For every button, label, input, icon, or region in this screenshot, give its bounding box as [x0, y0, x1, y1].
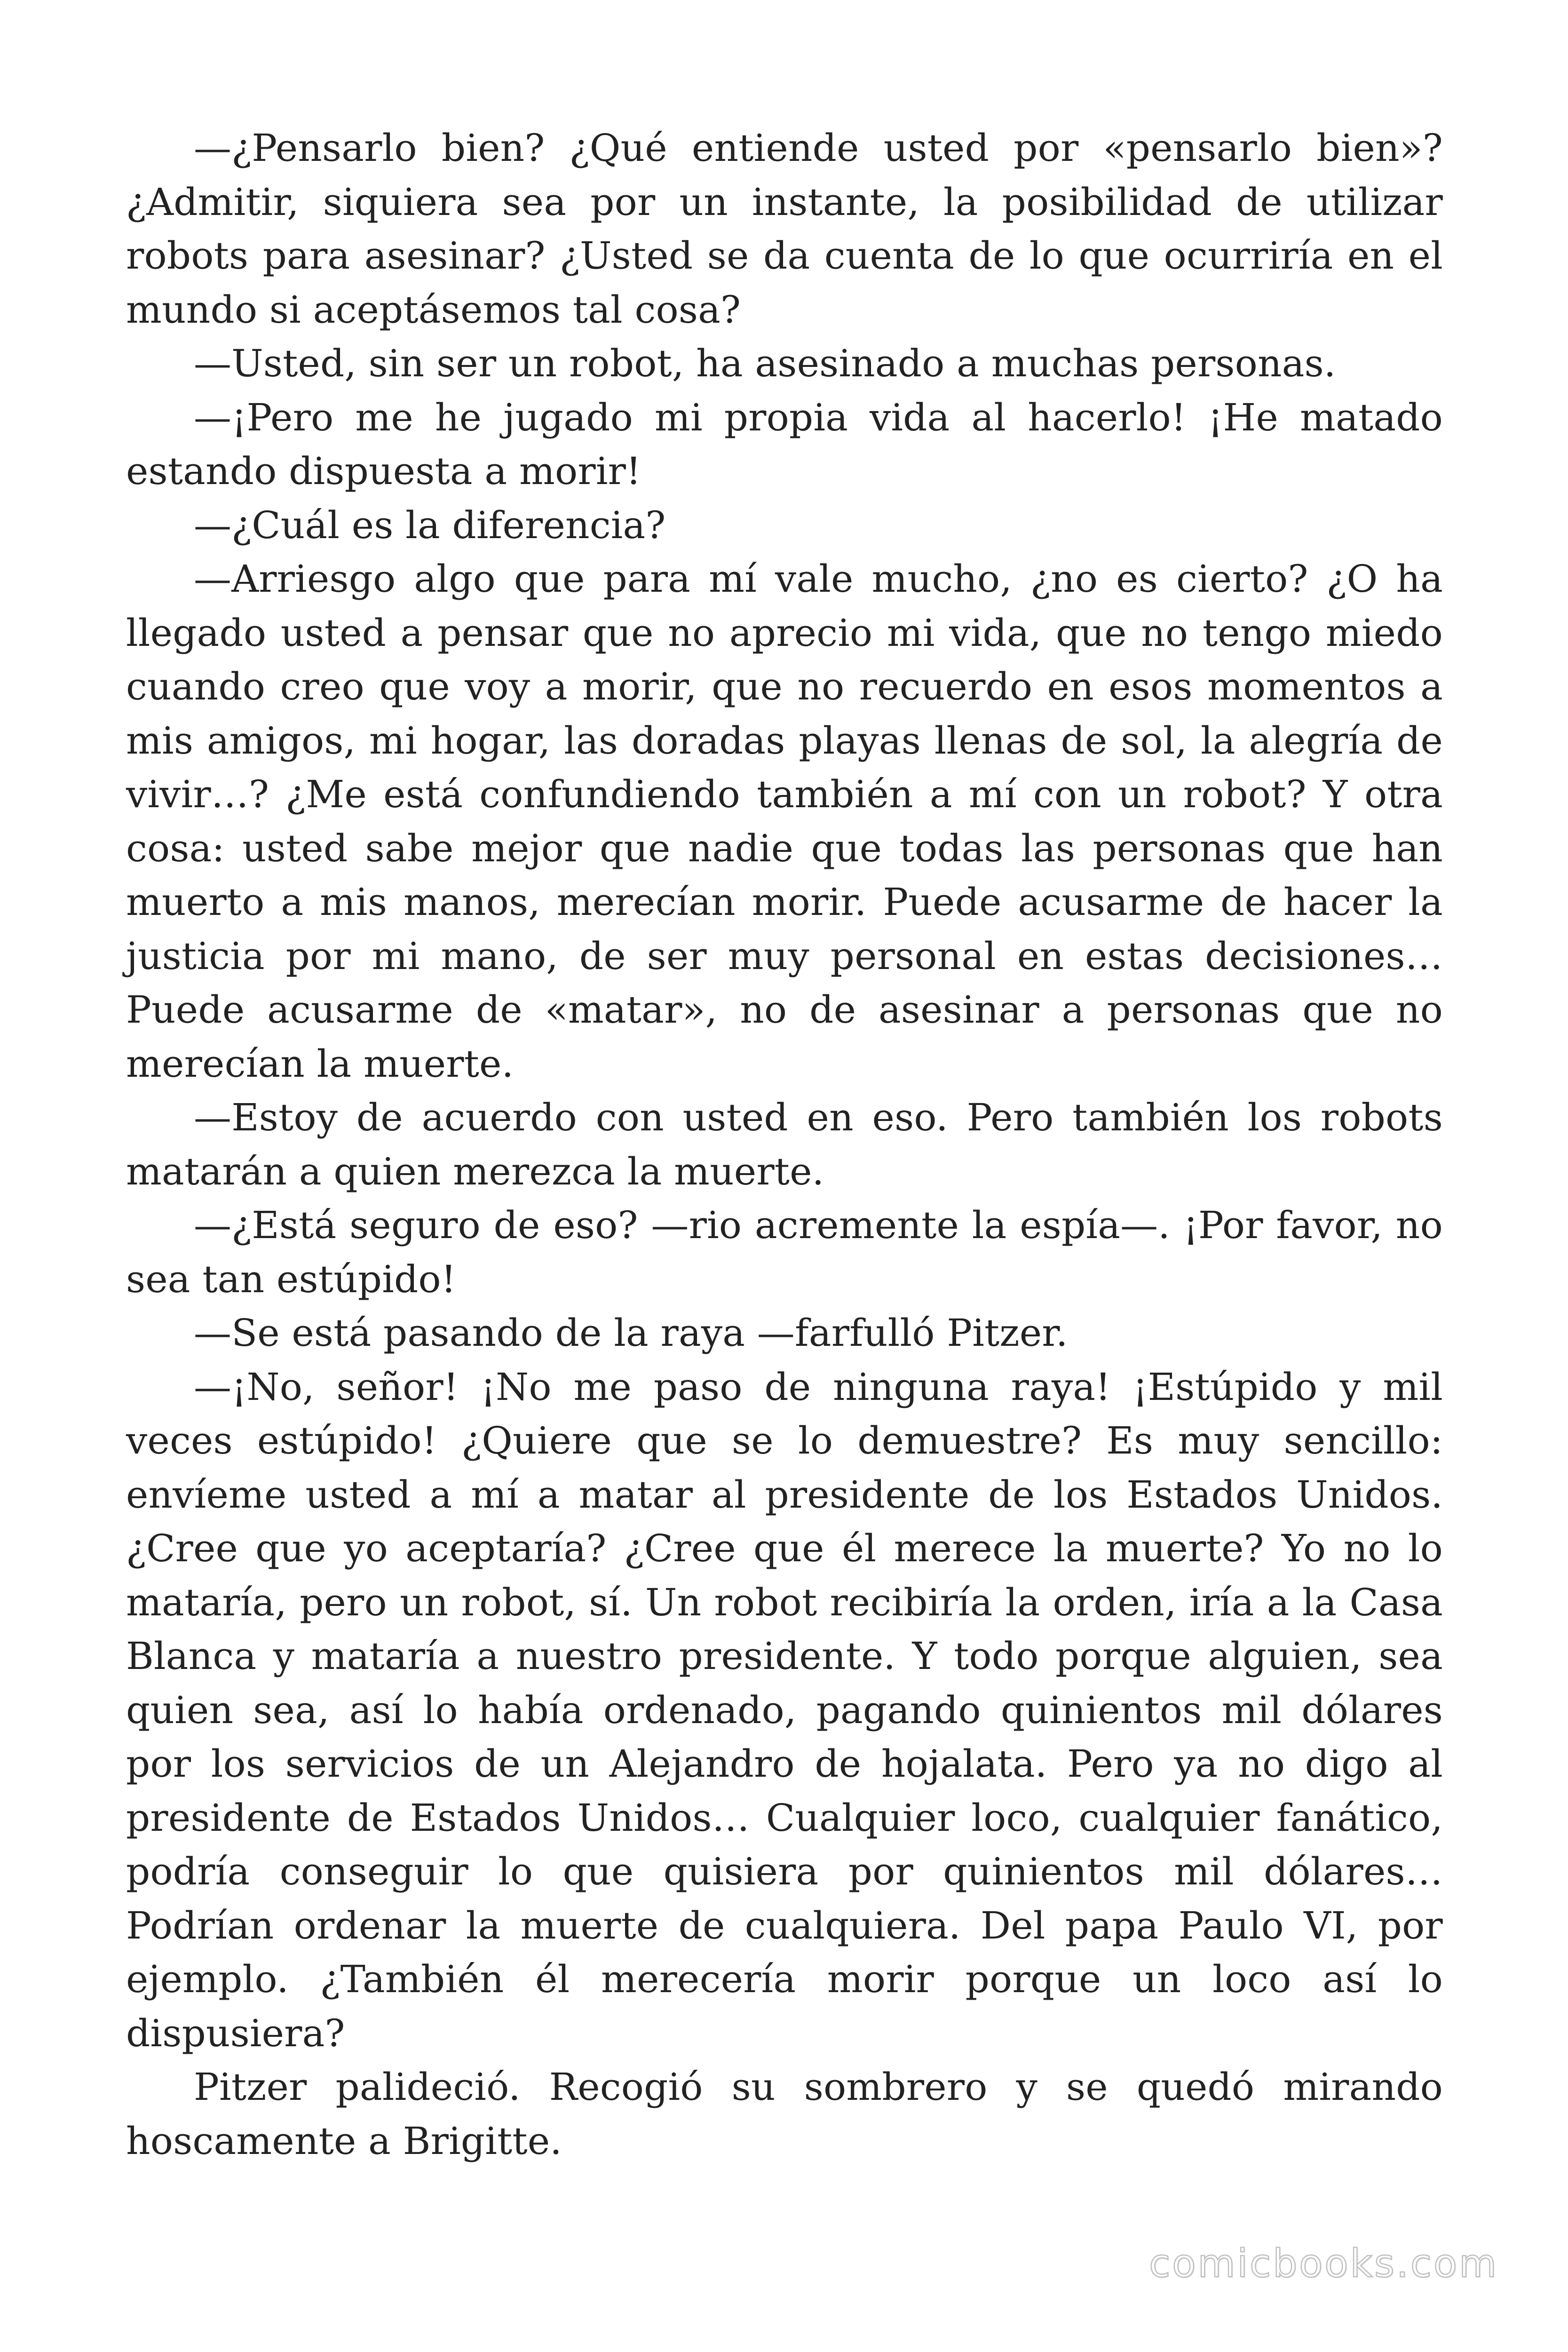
paragraph: —¡No, señor! ¡No me paso de ninguna raya! ¡Estúpido y mil veces estúpido! ¿Quiere que se lo demuestre? Es muy sencillo: envíeme usted a mí a matar al presidente de los Estados Unidos. ¿Cree que yo aceptaría? ¿Cree que él merece la muerte? Yo no lo mataría, pero un robot, sí. Un robot recibiría la orden, iría a la Casa Blanca y mataría a nuestro presidente. Y todo porque alguien, sea quien sea, así lo había ordenado, pagando quinientos mil dólares por los servicios de un Alejandro de hojalata. Pero ya no digo al presidente de Estados Unidos… Cualquier loco, cualquier fanático, podría conseguir lo que quisiera por quinientos mil dólares… Podrían ordenar la muerte de cualquiera. Del papa Paulo VI, por ejemplo. ¿También él merecería morir porque un loco así lo dispusiera? [126, 1365, 1443, 2055]
watermark: comicbooks.com [1149, 2241, 1498, 2286]
paragraph: —Estoy de acuerdo con usted en eso. Pero también los robots matarán a quien merezca la muerte. [126, 1096, 1443, 1193]
paragraph: —Usted, sin ser un robot, ha asesinado a muchas personas. [194, 342, 1336, 385]
paragraph: —Arriesgo algo que para mí vale mucho, ¿no es cierto? ¿O ha llegado usted a pensar que no aprecio mi vida, que no tengo miedo cuando creo que voy a morir, que no recuerdo en esos momentos a mis amigos, mi hogar, las doradas playas llenas de sol, la alegría de vivir…? ¿Me está confundiendo también a mí con un robot? Y otra cosa: usted sabe mejor que nadie que todas las personas que han muerto a mis manos, merecían morir. Puede acusarme de hacer la justicia por mi mano, de ser muy personal en estas decisiones… Puede acusarme de «matar», no de asesinar a personas que no merecían la muerte. [126, 557, 1443, 1086]
paragraph: —¡Pero me he jugado mi propia vida al hacerlo! ¡He matado estando dispuesta a morir! [126, 395, 1443, 493]
paragraph: —¿Pensarlo bien? ¿Qué entiende usted por «pensarlo bien»? ¿Admitir, siquiera sea por un instante, la posibilidad de utilizar robots para asesinar? ¿Usted se da cuenta de lo que ocurriría en el mundo si aceptásemos tal cosa? [126, 126, 1443, 332]
paragraph: —¿Cuál es la diferencia? [194, 503, 666, 547]
paragraph: —Se está pasando de la raya —farfulló Pitzer. [194, 1311, 1068, 1355]
paragraph: Pitzer palideció. Recogió su sombrero y se quedó mirando hoscamente a Brigitte. [126, 2065, 1443, 2163]
paragraph: —¿Está seguro de eso? —rio acremente la espía—. ¡Por favor, no sea tan estúpido! [126, 1203, 1443, 1301]
page-body [126, 121, 1443, 2201]
